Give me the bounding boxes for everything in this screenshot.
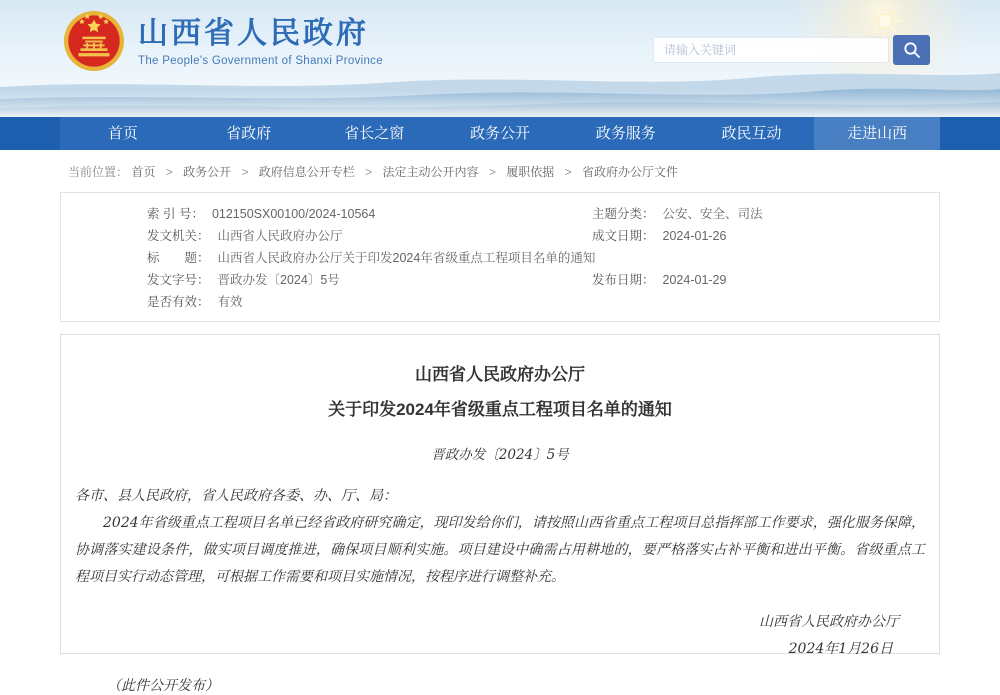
document-signature-block — [71, 609, 929, 663]
meta-written-date — [592, 225, 919, 247]
nav-item-interaction[interactable]: 政民互动 — [721, 125, 782, 142]
meta-topic-value: 公安、安全、司法 — [662, 207, 763, 221]
meta-publish-date — [592, 269, 919, 291]
document-content-panel — [60, 334, 940, 694]
document-signature: 山西省人民政府办公厅 — [759, 614, 899, 630]
meta-docnum-value: 晋政办发〔2024〕5号 — [217, 273, 340, 287]
meta-index-label: 索 引 号： — [147, 207, 204, 221]
document-metadata-panel — [60, 192, 940, 322]
breadcrumb-item-duty-basis[interactable]: 履职依据 — [506, 165, 555, 179]
document-sign-date: 2024年1月26日 — [788, 641, 893, 657]
document-salutation: 各市、县人民政府，省人民政府各委、办、厅、局： — [75, 488, 397, 504]
meta-publish-value: 2024-01-29 — [662, 273, 727, 287]
breadcrumb-item-home[interactable]: 首页 — [131, 165, 156, 179]
breadcrumb-prefix: 当前位置： — [68, 165, 129, 179]
document-title-line2: 关于印发2024年省级重点工程项目名单的通知 — [328, 400, 672, 419]
site-title: 山西省人民政府 — [138, 17, 369, 50]
meta-title-label: 标 题： — [147, 251, 210, 265]
nav-item-govt-affairs[interactable]: 政务公开 — [470, 125, 531, 142]
meta-title — [147, 247, 919, 269]
meta-empty-cell — [592, 291, 919, 313]
meta-valid-label: 是否有效： — [147, 295, 210, 309]
main-nav — [0, 117, 1000, 150]
nav-item-provincial-govt[interactable]: 省政府 — [226, 125, 272, 142]
meta-validity — [147, 291, 592, 313]
meta-index-value: 012150SX00100/2024-10564 — [211, 207, 376, 221]
meta-written-label: 成文日期： — [592, 229, 655, 243]
meta-topic-label: 主题分类： — [592, 207, 655, 221]
breadcrumb — [0, 150, 1000, 192]
breadcrumb-item-statutory-content[interactable]: 法定主动公开内容 — [382, 165, 479, 179]
nav-item-into-shanxi[interactable]: 走进山西 — [814, 117, 940, 150]
header-banner — [0, 0, 1000, 117]
meta-issuer-label: 发文机关： — [147, 229, 210, 243]
breadcrumb-separator: > — [564, 165, 572, 179]
search-button[interactable] — [893, 35, 930, 65]
sun-icon — [868, 4, 902, 38]
breadcrumb-item-office-documents[interactable]: 省政府办公厅文件 — [581, 165, 678, 179]
document-paragraph: 2024年省级重点工程项目名单已经省政府研究确定，现印发给你们，请按照山西省重点工程项目总指挥部工作要求，强化服务保障，协调落实建设条件，做实项目调度推进，确保项目顺利实施。项目建设中确需占用耕地的，要严格落实占补平衡和进出平衡。省级重点工程项目实行动态管理，可根据工作需要和项目实施情况，按程序进行调整补充。 — [75, 515, 925, 585]
meta-doc-number — [147, 269, 592, 291]
document-body — [71, 483, 929, 591]
site-logo[interactable] — [63, 10, 383, 72]
breadcrumb-separator: > — [241, 165, 249, 179]
meta-publish-label: 发布日期： — [592, 273, 655, 287]
nav-item-home[interactable]: 首页 — [107, 125, 138, 142]
document-title-line1: 山西省人民政府办公厅 — [415, 365, 585, 384]
breadcrumb-item-govt-affairs[interactable]: 政务公开 — [183, 165, 232, 179]
site-subtitle: The People's Government of Shanxi Province — [138, 55, 383, 67]
document-number: 晋政办发〔2024〕5号 — [431, 447, 569, 463]
national-emblem-icon — [63, 10, 125, 72]
meta-title-value: 山西省人民政府办公厅关于印发2024年省级重点工程项目名单的通知 — [217, 251, 596, 265]
meta-issuer — [147, 225, 592, 247]
meta-index-number — [147, 203, 592, 225]
breadcrumb-separator: > — [365, 165, 373, 179]
document-footnote: （此件公开发布） — [107, 678, 219, 694]
document-title — [71, 357, 929, 427]
meta-issuer-value: 山西省人民政府办公厅 — [217, 229, 343, 243]
meta-valid-value: 有效 — [217, 295, 243, 309]
fog-decoration — [0, 91, 1000, 117]
nav-item-governor-window[interactable]: 省长之窗 — [344, 125, 405, 142]
main-nav-inner — [60, 117, 940, 150]
search-input[interactable] — [653, 37, 889, 63]
breadcrumb-separator: > — [165, 165, 173, 179]
breadcrumb-separator: > — [488, 165, 496, 179]
breadcrumb-item-info-disclosure[interactable]: 政府信息公开专栏 — [258, 165, 355, 179]
meta-docnum-label: 发文字号： — [147, 273, 210, 287]
nav-item-govt-services[interactable]: 政务服务 — [595, 125, 656, 142]
search-icon — [902, 40, 922, 60]
meta-written-value: 2024-01-26 — [662, 229, 727, 243]
meta-topic — [592, 203, 919, 225]
